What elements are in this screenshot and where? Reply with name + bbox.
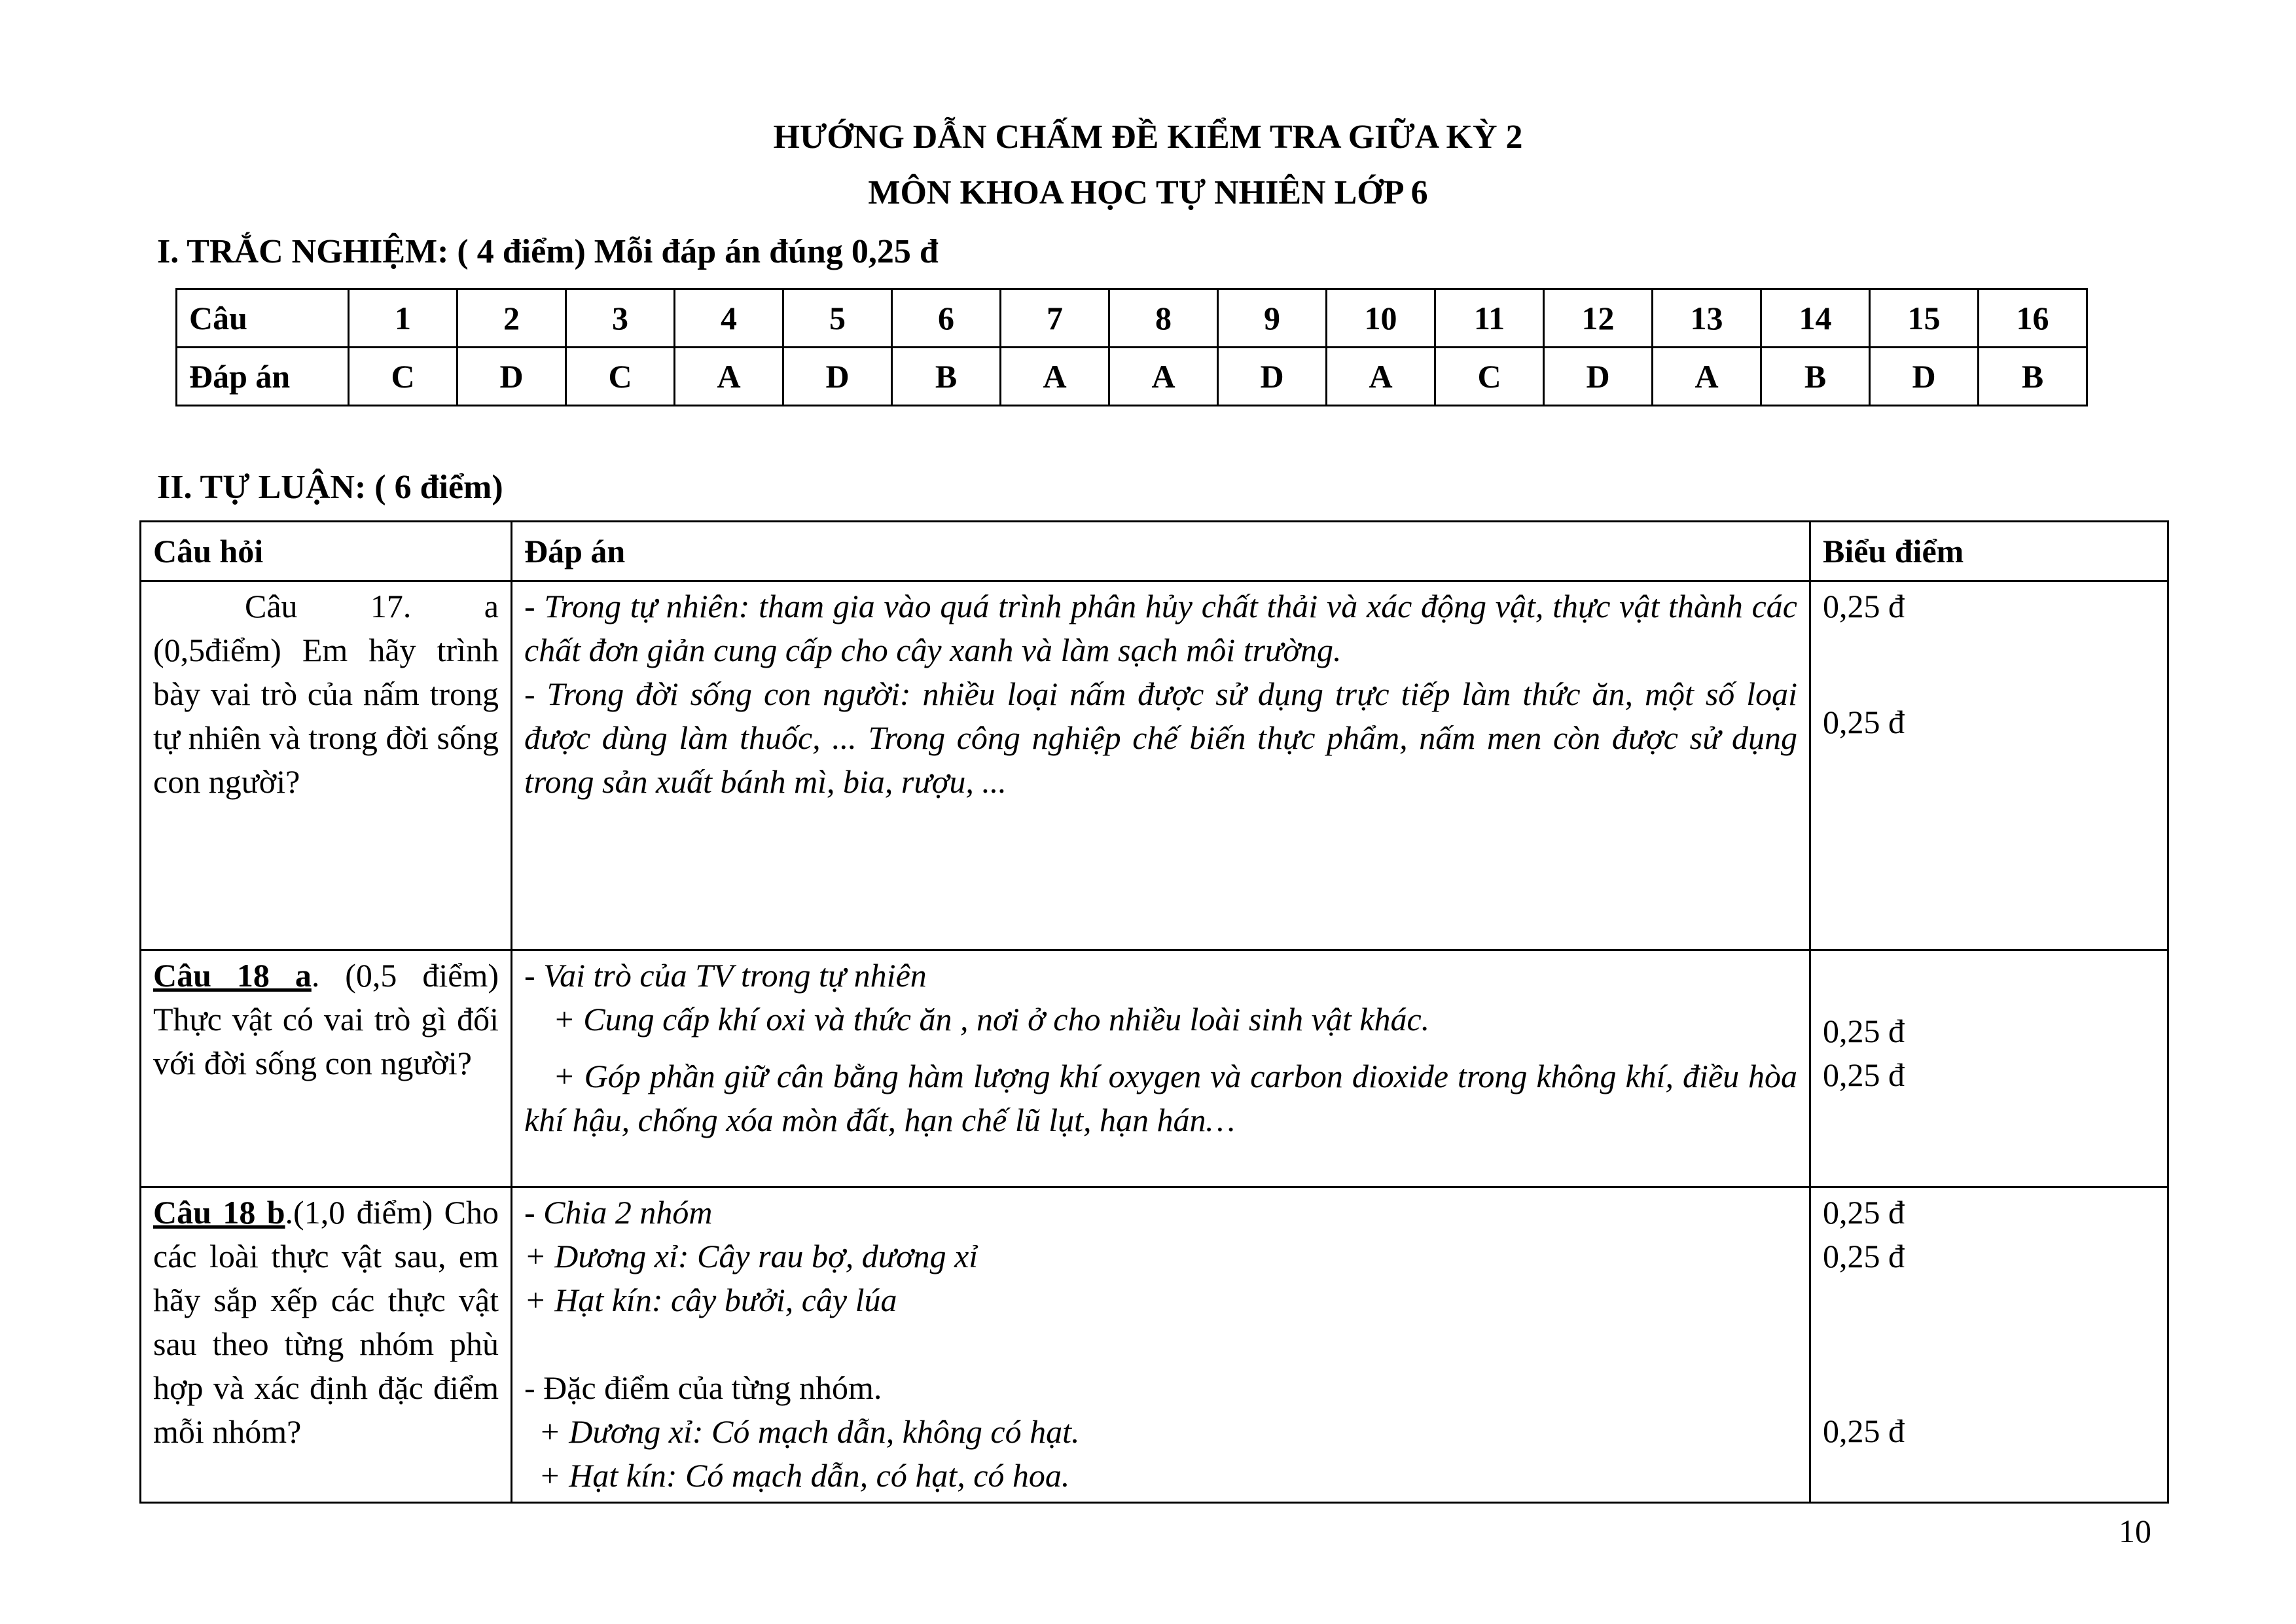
section-essay-heading: II. TỰ LUẬN: ( 6 điểm) [157, 469, 503, 506]
answer-cell: C [566, 348, 675, 406]
page-title: HƯỚNG DẪN CHẤM ĐỀ KIỂM TRA GIỮA KỲ 2 [773, 118, 1523, 156]
score-17-1: 0,25 đ [1823, 588, 1905, 624]
question-number-cell: 6 [892, 289, 1001, 348]
question-number-cell: 11 [1435, 289, 1544, 348]
score-18b-3: 0,25 đ [1823, 1413, 1905, 1449]
answer-17 [512, 581, 1810, 950]
row-label-question: Câu [177, 289, 349, 348]
answer-cell: D [1218, 348, 1327, 406]
answer-cell: A [1653, 348, 1761, 406]
score-18b-2: 0,25 đ [1823, 1238, 1905, 1274]
question-18b-label: Câu 18 b [153, 1194, 285, 1231]
essay-grading-table [139, 520, 2169, 1504]
column-header-score: Biểu điểm [1810, 522, 2168, 581]
question-18b [141, 1187, 512, 1503]
question-number-cell: 13 [1653, 289, 1761, 348]
answer-18a [512, 950, 1810, 1187]
answer-18b-line-5: + Dương xỉ: Có mạch dẫn, không có hạt. [539, 1413, 1080, 1450]
answer-18b-line-2: + Dương xỉ: Cây rau bợ, dương xỉ [524, 1238, 978, 1274]
answer-cell: D [783, 348, 892, 406]
question-number-row [177, 289, 2087, 348]
answer-cell: A [1001, 348, 1109, 406]
question-number-cell: 1 [349, 289, 457, 348]
page-number: 10 [2119, 1513, 2151, 1549]
answer-cell: D [457, 348, 566, 406]
answer-cell: C [349, 348, 457, 406]
answer-18a-line-2: + Cung cấp khí oxi và thức ăn , nơi ở cho nhiều loài sinh vật khác. [553, 1001, 1430, 1038]
score-18a-2: 0,25 đ [1823, 1056, 1905, 1093]
answer-cell: B [1761, 348, 1870, 406]
row-label-answer: Đáp án [177, 348, 349, 406]
question-number-cell: 3 [566, 289, 675, 348]
question-number-cell: 2 [457, 289, 566, 348]
answer-18b [512, 1187, 1810, 1503]
question-number-cell: 4 [675, 289, 783, 348]
score-18b [1810, 1187, 2168, 1503]
table-row-q18b [141, 1187, 2168, 1503]
question-number-cell: 16 [1979, 289, 2087, 348]
answer-18b-line-1: - Chia 2 nhóm [524, 1194, 713, 1231]
column-header-answer: Đáp án [512, 522, 1810, 581]
question-number-cell: 7 [1001, 289, 1109, 348]
answer-cell: B [1979, 348, 2087, 406]
answer-18a-line-3: + Góp phần giữ cân bằng hàm lượng khí oxygen và carbon dioxide trong không khí, điều hòa khí hậu, chống xóa mòn đất, hạn chế lũ lụt, hạn hán… [524, 1058, 1797, 1138]
answer-18b-line-3: + Hạt kín: cây bưởi, cây lúa [524, 1282, 897, 1318]
question-number-cell: 5 [783, 289, 892, 348]
section-multiple-choice-heading: I. TRẮC NGHIỆM: ( 4 điểm) Mỗi đáp án đúng 0,25 đ [157, 233, 939, 270]
question-number-cell: 9 [1218, 289, 1327, 348]
answer-cell: B [892, 348, 1001, 406]
page-subtitle: MÔN KHOA HỌC TỰ NHIÊN LỚP 6 [868, 174, 1428, 211]
answer-18b-line-4: - Đặc điểm của từng nhóm. [524, 1369, 882, 1406]
score-18a [1810, 950, 2168, 1187]
score-18b-1: 0,25 đ [1823, 1194, 1905, 1231]
question-number-cell: 10 [1327, 289, 1435, 348]
score-17-2: 0,25 đ [1823, 704, 1905, 740]
question-18a [141, 950, 512, 1187]
score-18a-1: 0,25 đ [1823, 1013, 1905, 1049]
answer-cell: D [1544, 348, 1653, 406]
question-number-cell: 8 [1109, 289, 1218, 348]
question-number-cell: 14 [1761, 289, 1870, 348]
answer-cell: A [1327, 348, 1435, 406]
score-17 [1810, 581, 2168, 950]
question-18a-text: . (0,5 điểm) Thực vật có vai trò gì đối với đời sống con người? [153, 957, 499, 1081]
answer-row [177, 348, 2087, 406]
answer-17-line-2: - Trong đời sống con người: nhiều loại nấm được sử dụng trực tiếp làm thức ăn, một số loại được dùng làm thuốc, ... Trong công nghiệp chế biến thực phẩm, nấm men còn được sử dụng trong sản xuất bánh mì, bia, rượu, ... [524, 676, 1797, 800]
question-17: Câu 17. a (0,5điểm) Em hãy trình bày vai trò của nấm trong tự nhiên và trong đời sống con người? [141, 581, 512, 950]
table-header-row [141, 522, 2168, 581]
answer-cell: A [1109, 348, 1218, 406]
answer-key-table [175, 288, 2088, 406]
question-number-cell: 12 [1544, 289, 1653, 348]
answer-18a-line-1: - Vai trò của TV trong tự nhiên [524, 957, 927, 994]
question-18a-label: Câu 18 a [153, 957, 312, 994]
table-row-q17 [141, 581, 2168, 950]
answer-cell: A [675, 348, 783, 406]
question-number-cell: 15 [1870, 289, 1979, 348]
answer-cell: D [1870, 348, 1979, 406]
table-row-q18a [141, 950, 2168, 1187]
answer-17-line-1: - Trong tự nhiên: tham gia vào quá trình phân hủy chất thải và xác động vật, thực vật thành các chất đơn giản cung cấp cho cây xanh và làm sạch môi trường. [524, 588, 1797, 668]
question-18b-text: .(1,0 điểm) Cho các loài thực vật sau, em hãy sắp xếp các thực vật sau theo từng nhóm phù hợp và xác định đặc điểm mỗi nhóm? [153, 1194, 499, 1450]
column-header-question: Câu hỏi [141, 522, 512, 581]
answer-cell: C [1435, 348, 1544, 406]
answer-18b-line-6: + Hạt kín: Có mạch dẫn, có hạt, có hoa. [539, 1457, 1070, 1494]
